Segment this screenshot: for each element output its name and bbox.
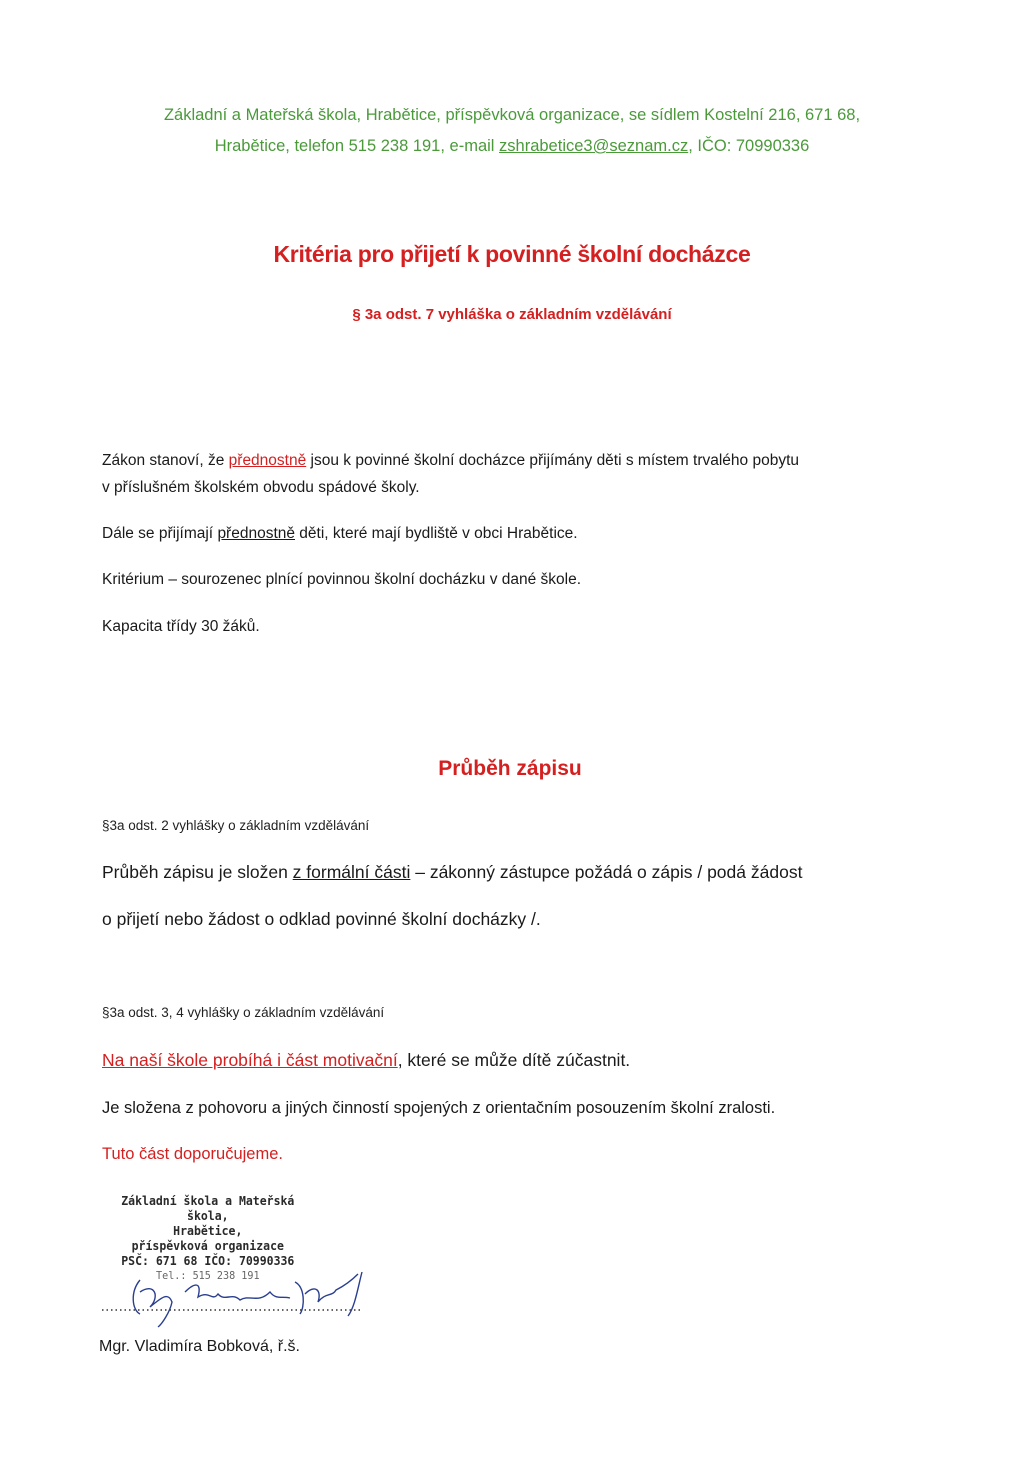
signature — [100, 1252, 390, 1332]
motivation-emphasis: Na naší škole probíhá i část motivační — [102, 1050, 398, 1070]
header-contact: Hrabětice, telefon 515 238 191, e-mail — [214, 137, 500, 155]
stamp-line: Hrabětice, — [173, 1223, 243, 1238]
interview-line: Je složena z pohovoru a jiných činností spojených z orientačním posouzením školní zralosti. — [102, 1099, 776, 1117]
reference-2: §3a odst. 3, 4 vyhlášky o základním vzdělávání — [102, 1005, 385, 1020]
text: Zákon stanoví, že — [102, 452, 229, 469]
section-title: Průběh zápisu — [438, 757, 582, 780]
text: Průběh zápisu je složen — [102, 862, 293, 882]
enrollment-line-1 — [102, 857, 802, 887]
paragraph-capacity: Kapacita třídy 30 žáků. — [102, 618, 260, 635]
stamp-line: Základní škola a Mateřská škola, — [121, 1193, 295, 1223]
text: Dále se přijímají — [102, 525, 218, 542]
header-ico: , IČO: 70990336 — [688, 137, 810, 155]
email-link[interactable]: zshrabetice3@seznam.cz — [499, 137, 689, 155]
reference-1: §3a odst. 2 vyhlášky o základním vzdělávání — [102, 818, 370, 833]
paragraph-residence — [102, 520, 578, 547]
enrollment-line-2: o přijetí nebo žádost o odklad povinné školní docházky /. — [102, 909, 541, 929]
text: v příslušném školském obvodu spádové školy. — [102, 479, 420, 496]
stamp-line: Tel.: 515 238 191 — [156, 1269, 260, 1282]
paragraph-law — [102, 447, 799, 501]
document-title: Kritéria pro přijetí k povinné školní docházce — [273, 241, 751, 267]
underlined-formal-part: z formální části — [292, 862, 411, 882]
recommendation-line: Tuto část doporučujeme. — [102, 1145, 283, 1163]
emphasis-prednostne: přednostně — [228, 452, 307, 469]
header-line-1: Základní a Mateřská škola, Hrabětice, příspěvková organizace, se sídlem Kostelní 216, 671 68, — [163, 106, 861, 124]
text: jsou k povinné školní docházce přijímány děti s místem trvalého pobytu — [306, 452, 800, 469]
text: děti, které mají bydliště v obci Hrabětice. — [295, 525, 578, 542]
text: – zákonný zástupce požádá o zápis / podá žádost — [410, 862, 803, 882]
signer-name: Mgr. Vladimíra Bobková, ř.š. — [99, 1338, 300, 1355]
underlined-prednostne: přednostně — [217, 525, 295, 542]
paragraph-criterion: Kritérium – sourozenec plnící povinnou školní docházku v dané škole. — [102, 571, 582, 588]
school-header — [60, 100, 964, 162]
text: , které se může dítě zúčastnit. — [397, 1050, 631, 1070]
motivation-line — [102, 1045, 630, 1075]
header-line-2 — [60, 131, 964, 162]
stamp-line: PSČ: 671 68 IČO: 70990336 — [121, 1253, 295, 1268]
document-subtitle: § 3a odst. 7 vyhláška o základním vzdělávání — [352, 306, 672, 323]
stamp-line: příspěvková organizace — [131, 1238, 284, 1253]
